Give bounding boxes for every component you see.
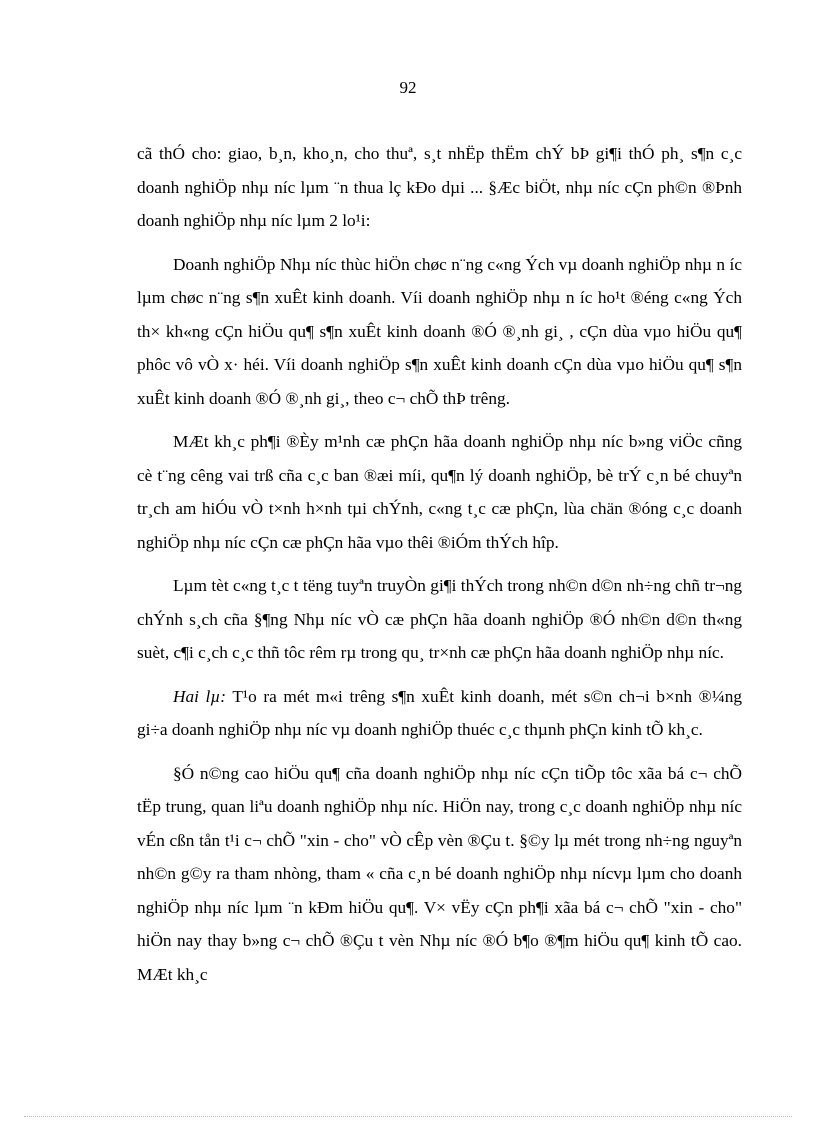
paragraph-6: §Ó n©ng cao hiÖu qu¶ cña doanh nghiÖp nhµ níc cÇn tiÕp tôc xãa bá c¬ chÕ tËp trung, quan liªu doanh nghiÖp nhµ níc. HiÖn nay, trong c¸c doanh nghiÖp nhµ níc vÉn cßn tån t¹i c¬ chÕ "xin - cho" vÒ cÊp vèn ®Çu t. §©y lµ mét trong nh÷ng nguyªn nh©n g©y ra tham nhòng, tham « cña c¸n bé doanh nghiÖp nhµ nícvµ lµm cho doanh nghiÖp nhµ níc lµm ¨n kÐm hiÖu qu¶. V× vËy cÇn ph¶i xãa bá c¬ chÕ "xin - cho" hiÖn nay thay b»ng c¬ chÕ ®Çu t vèn Nhµ níc ®Ó b¶o ®¶m hiÖu qu¶ kinh tÕ cao. MÆt kh¸c [137,763,742,984]
paragraph-2: Doanh nghiÖp Nhµ níc thùc hiÖn chøc n¨ng c«ng Ých vµ doanh nghiÖp nhµ n íc lµm chøc n¨ng s¶n xuÊt kinh doanh. Víi doanh nghiÖp nhµ n íc ho¹t ®éng c«ng Ých th× kh«ng cÇn hiÖu qu¶ s¶n xuÊt kinh doanh ®Ó ®¸nh gi¸ , cÇn dùa vµo hiÖu qu¶ phôc vô vÒ x· héi. Víi doanh nghiÖp s¶n xuÊt kinh doanh cÇn dùa vµo hiÖu qu¶ s¶n xuÊt kinh doanh ®Ó ®¸nh gi¸, theo c¬ chÕ thÞ trêng. [137,254,742,408]
paragraph-5 [137,680,742,747]
paragraph-5-text: T¹o ra mét m«i trêng s¶n xuÊt kinh doanh, mét s©n ch¬i b×nh ®¼ng gi÷a doanh nghiÖp nhµ níc vµ doanh nghiÖp thuéc c¸c thµnh phÇn kinh tÕ kh¸c. [137,686,742,739]
paragraph-1: cã thÓ cho: giao, b¸n, kho¸n, cho thuª, s¸t nhËp thËm chÝ bÞ gi¶i thÓ ph¸ s¶n c¸c doanh nghiÖp nhµ níc lµm ¨n thua lç kÐo dµi ... §Æc biÖt, nhµ níc cÇn ph©n ®Þnh doanh nghiÖp nhµ níc lµm 2 lo¹i: [137,144,742,230]
paragraph-4: Lµm tèt c«ng t¸c t tëng tuyªn truyÒn gi¶i thÝch trong nh©n d©n nh÷ng chñ tr¬ng chÝnh s¸ch cña §¶ng Nhµ níc vÒ cæ phÇn hãa doanh nghiÖp ®Ó nh©n d©n th«ng suèt, c¶i c¸ch c¸c thñ tôc rêm rµ trong qu¸ tr×nh cæ phÇn hãa doanh nghiÖp nhµ níc. [137,576,742,662]
page-body [137,137,742,1001]
page-number: 92 [399,78,417,97]
paragraph-5-lead: Hai lµ: [173,686,227,706]
paragraph-3: MÆt kh¸c ph¶i ®Èy m¹nh cæ phÇn hãa doanh nghiÖp nhµ níc b»ng viÖc cñng cè t¨ng cêng vai trß cña c¸c ban ®æi míi, qu¶n lý doanh nghiÖp, bè trÝ c¸n bé chuyªn tr¸ch am hiÓu vÒ t×nh h×nh tµi chÝnh, c«ng t¸c cæ phÇn, lùa chän ®óng c¸c doanh nghiÖp nhµ níc cÇn cæ phÇn hãa vµo thêi ®iÓm thÝch hîp. [137,432,742,552]
page-bottom-divider [24,1116,792,1117]
